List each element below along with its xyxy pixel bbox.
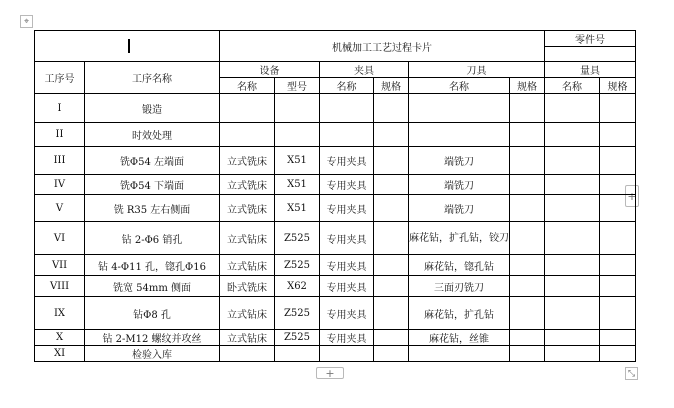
- fixture-spec[interactable]: [374, 222, 409, 255]
- gauge-name[interactable]: [545, 94, 600, 123]
- tool-name[interactable]: [409, 94, 510, 123]
- fixture-name[interactable]: 专用夹具: [320, 276, 374, 297]
- process-name[interactable]: 时效处理: [85, 123, 220, 147]
- tool-name[interactable]: 端铣刀: [409, 195, 510, 222]
- document-cell[interactable]: [35, 31, 220, 62]
- fixture-name[interactable]: [320, 123, 374, 147]
- table-row: [35, 255, 636, 276]
- add-column-button[interactable]: +: [625, 185, 639, 207]
- table-row: [35, 94, 636, 123]
- tool-name[interactable]: 端铣刀: [409, 147, 510, 175]
- tool-name[interactable]: 麻花钻，丝锥: [409, 330, 510, 346]
- header-tool[interactable]: 刀具: [409, 62, 545, 78]
- equipment-model[interactable]: Z525: [275, 330, 320, 346]
- process-no[interactable]: XI: [35, 346, 85, 362]
- tool-spec[interactable]: [510, 330, 545, 346]
- process-name[interactable]: 钻 2-M12 螺纹并攻丝: [85, 330, 220, 346]
- tool-spec[interactable]: [510, 346, 545, 362]
- gauge-spec[interactable]: [600, 330, 636, 346]
- card-title[interactable]: 机械加工工艺过程卡片: [220, 31, 545, 62]
- process-no[interactable]: VI: [35, 222, 85, 255]
- equipment-name[interactable]: 立式钻床: [220, 330, 275, 346]
- process-no[interactable]: III: [35, 147, 85, 175]
- header-tool-spec[interactable]: 规格: [510, 78, 545, 94]
- gauge-spec[interactable]: [600, 346, 636, 362]
- tool-name[interactable]: 麻花钻，扩孔钻: [409, 297, 510, 330]
- equipment-name[interactable]: [220, 94, 275, 123]
- gauge-name[interactable]: [545, 147, 600, 175]
- equipment-name[interactable]: 立式钻床: [220, 297, 275, 330]
- gauge-name[interactable]: [545, 255, 600, 276]
- equipment-model[interactable]: Z525: [275, 297, 320, 330]
- gauge-spec[interactable]: [600, 222, 636, 255]
- equipment-model[interactable]: [275, 346, 320, 362]
- fixture-name[interactable]: 专用夹具: [320, 330, 374, 346]
- equipment-model[interactable]: X51: [275, 147, 320, 175]
- table-row: [35, 276, 636, 297]
- header-equipment-model[interactable]: 型号: [275, 78, 320, 94]
- header-fixture[interactable]: 夹具: [320, 62, 409, 78]
- fixture-name[interactable]: 专用夹具: [320, 297, 374, 330]
- header-equipment-name[interactable]: 名称: [220, 78, 275, 94]
- tool-spec[interactable]: [510, 195, 545, 222]
- text-cursor: [128, 39, 130, 53]
- process-no[interactable]: IV: [35, 175, 85, 195]
- tool-spec[interactable]: [510, 276, 545, 297]
- process-card-table: [34, 30, 636, 362]
- equipment-name[interactable]: 立式钻床: [220, 222, 275, 255]
- tool-name[interactable]: 端铣刀: [409, 175, 510, 195]
- process-no[interactable]: I: [35, 94, 85, 123]
- header-process-no[interactable]: 工序号: [35, 62, 85, 94]
- tool-spec[interactable]: [510, 175, 545, 195]
- tool-name[interactable]: [409, 346, 510, 362]
- header-process-name[interactable]: 工序名称: [85, 62, 220, 94]
- equipment-name[interactable]: 立式钻床: [220, 255, 275, 276]
- fixture-spec[interactable]: [374, 175, 409, 195]
- equipment-model[interactable]: [275, 123, 320, 147]
- table-row: [35, 195, 636, 222]
- tool-spec[interactable]: [510, 147, 545, 175]
- fixture-name[interactable]: 专用夹具: [320, 222, 374, 255]
- process-no[interactable]: V: [35, 195, 85, 222]
- header-gauge-spec[interactable]: 规格: [600, 78, 636, 94]
- fixture-spec[interactable]: [374, 94, 409, 123]
- process-no[interactable]: VIII: [35, 276, 85, 297]
- table-row: [35, 175, 636, 195]
- equipment-name[interactable]: [220, 346, 275, 362]
- gauge-name[interactable]: [545, 330, 600, 346]
- gauge-name[interactable]: [545, 222, 600, 255]
- gauge-spec[interactable]: [600, 175, 636, 195]
- fixture-spec[interactable]: [374, 346, 409, 362]
- process-name[interactable]: 锻造: [85, 94, 220, 123]
- table-move-icon[interactable]: ⌖: [20, 15, 33, 28]
- equipment-model[interactable]: [275, 94, 320, 123]
- add-row-button[interactable]: +: [316, 367, 344, 379]
- fixture-spec[interactable]: [374, 123, 409, 147]
- fixture-spec[interactable]: [374, 297, 409, 330]
- header-tool-name[interactable]: 名称: [409, 78, 510, 94]
- table-row: [35, 346, 636, 362]
- equipment-model[interactable]: Z525: [275, 255, 320, 276]
- process-no[interactable]: VII: [35, 255, 85, 276]
- fixture-spec[interactable]: [374, 330, 409, 346]
- process-name[interactable]: 铣Φ54 左端面: [85, 147, 220, 175]
- tool-name[interactable]: 麻花钻，锪孔钻: [409, 255, 510, 276]
- process-name[interactable]: 铣Φ54 下端面: [85, 175, 220, 195]
- tool-spec[interactable]: [510, 222, 545, 255]
- equipment-name[interactable]: 立式铣床: [220, 147, 275, 175]
- tool-name[interactable]: 三面刃铣刀: [409, 276, 510, 297]
- gauge-name[interactable]: [545, 297, 600, 330]
- equipment-name[interactable]: [220, 123, 275, 147]
- gauge-name[interactable]: [545, 175, 600, 195]
- table-row: [35, 123, 636, 147]
- fixture-name[interactable]: 专用夹具: [320, 195, 374, 222]
- equipment-name[interactable]: 立式铣床: [220, 195, 275, 222]
- fixture-spec[interactable]: [374, 195, 409, 222]
- table-row: [35, 330, 636, 346]
- table-row: [35, 297, 636, 330]
- gauge-spec[interactable]: [600, 255, 636, 276]
- process-name[interactable]: 铣宽 54mm 侧面: [85, 276, 220, 297]
- fixture-spec[interactable]: [374, 255, 409, 276]
- process-no[interactable]: IX: [35, 297, 85, 330]
- equipment-model[interactable]: Z525: [275, 222, 320, 255]
- tool-name[interactable]: 麻花钻，扩孔钻，铰刀: [409, 222, 510, 255]
- fixture-spec[interactable]: [374, 147, 409, 175]
- process-no[interactable]: X: [35, 330, 85, 346]
- process-no[interactable]: II: [35, 123, 85, 147]
- header-gauge-name[interactable]: 名称: [545, 78, 600, 94]
- tool-spec[interactable]: [510, 123, 545, 147]
- tool-spec[interactable]: [510, 94, 545, 123]
- header-gauge[interactable]: 量具: [545, 62, 636, 78]
- gauge-spec[interactable]: [600, 195, 636, 222]
- part-number-value[interactable]: [545, 47, 636, 62]
- table-row: [35, 147, 636, 175]
- tool-name[interactable]: [409, 123, 510, 147]
- table-row: [35, 222, 636, 255]
- gauge-name[interactable]: [545, 346, 600, 362]
- fixture-name[interactable]: [320, 94, 374, 123]
- fixture-name[interactable]: 专用夹具: [320, 255, 374, 276]
- gauge-spec[interactable]: [600, 147, 636, 175]
- process-name[interactable]: 铣 R35 左右侧面: [85, 195, 220, 222]
- process-name[interactable]: 钻 4-Φ11 孔，锪孔Φ16: [85, 255, 220, 276]
- gauge-spec[interactable]: [600, 297, 636, 330]
- process-name[interactable]: 检验入库: [85, 346, 220, 362]
- tool-spec[interactable]: [510, 297, 545, 330]
- gauge-name[interactable]: [545, 276, 600, 297]
- table-resize-icon[interactable]: ⤡: [625, 367, 638, 380]
- tool-spec[interactable]: [510, 255, 545, 276]
- process-name[interactable]: 钻Φ8 孔: [85, 297, 220, 330]
- equipment-model[interactable]: X51: [275, 195, 320, 222]
- part-number-label[interactable]: 零件号: [545, 31, 636, 47]
- header-fixture-name[interactable]: 名称: [320, 78, 374, 94]
- fixture-name[interactable]: [320, 346, 374, 362]
- fixture-name[interactable]: 专用夹具: [320, 147, 374, 175]
- gauge-name[interactable]: [545, 195, 600, 222]
- equipment-model[interactable]: X51: [275, 175, 320, 195]
- header-equipment[interactable]: 设备: [220, 62, 320, 78]
- process-name[interactable]: 钻 2-Φ6 销孔: [85, 222, 220, 255]
- gauge-spec[interactable]: [600, 276, 636, 297]
- gauge-spec[interactable]: [600, 123, 636, 147]
- gauge-spec[interactable]: [600, 94, 636, 123]
- equipment-name[interactable]: 卧式铣床: [220, 276, 275, 297]
- fixture-name[interactable]: 专用夹具: [320, 175, 374, 195]
- equipment-model[interactable]: X62: [275, 276, 320, 297]
- equipment-name[interactable]: 立式铣床: [220, 175, 275, 195]
- gauge-name[interactable]: [545, 123, 600, 147]
- fixture-spec[interactable]: [374, 276, 409, 297]
- header-fixture-spec[interactable]: 规格: [374, 78, 409, 94]
